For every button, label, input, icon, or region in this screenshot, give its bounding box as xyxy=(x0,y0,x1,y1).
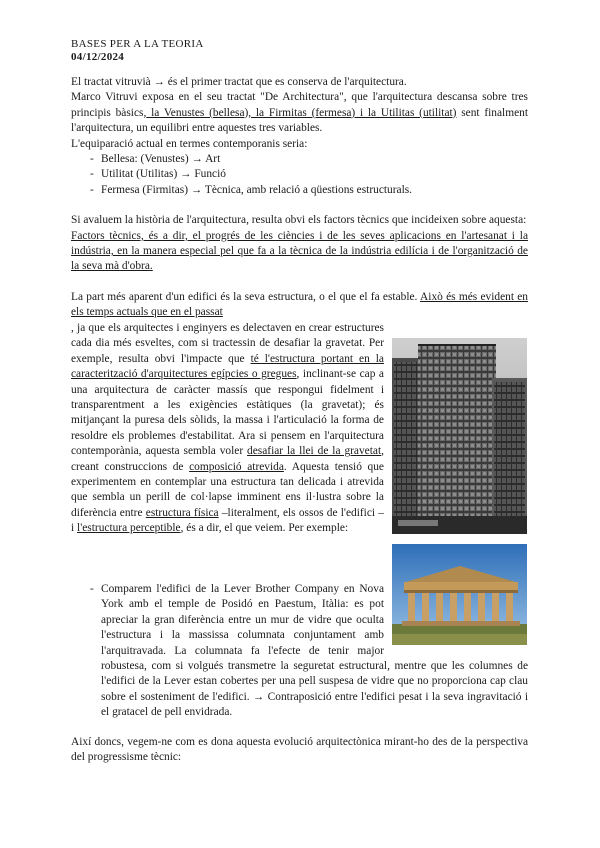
document-date: 04/12/2024 xyxy=(71,51,125,63)
principles-list xyxy=(71,152,528,198)
three-principles: la Venustes (bellesa), la Firmitas (fermesa) i la Utilitas (utilitat) xyxy=(146,106,457,119)
structure-text: –literalment, els ossos de l'edifici – i xyxy=(71,506,384,535)
structure-text: , és a dir, el que veiem. Per exemple: xyxy=(180,522,349,535)
factors-lead: Si avaluem la història de l'arquitectura, resulta obvi els factors tècnics que incideixen sobre aquesta: xyxy=(71,214,527,227)
structure-paragraph-top xyxy=(71,290,528,321)
example-item xyxy=(71,582,528,721)
structure-text: , inclinant-se cap a una arquitectura de caràcter massís que respongui fidelment i transparentment a les exigències estàtiques (la gravetat); és mitjançant la puresa dels sòlids, la massa i l'articulació la forma de resoldre els problemes d'estabilitat. Ara si pensem en l'arquitectura contemporània, aquesta sembla voler xyxy=(71,368,384,458)
structure-text: . Aquesta tensió que experimentem en contemplar una estructura tan delicada i atrevida que sembla un perill de col·lapse imminent ens il·lustra sobre la diferència entre xyxy=(71,460,384,519)
example-section xyxy=(71,582,528,721)
lever-house-photo xyxy=(392,338,527,534)
list-item: - Utilitat (Utilitas) → Funció xyxy=(71,167,528,182)
photo-spacer xyxy=(384,582,528,644)
structure-highlight: desafiar la llei de la gravetat xyxy=(247,445,382,458)
structure-text: , creant construccions de xyxy=(71,445,384,473)
equivalence-line: L'equiparació actual en termes contemporanis seria: xyxy=(71,137,308,150)
structure-highlight: estructura física xyxy=(145,506,219,519)
vitruvi-paragraph xyxy=(71,90,528,136)
intro-line: El tractat vitruvià → és el primer tractat que es conserva de l'arquitectura. xyxy=(71,76,407,88)
document-body xyxy=(71,75,528,321)
structure-highlight: composició atrevida xyxy=(189,460,284,473)
structure-highlight: l'estructura perceptible xyxy=(77,522,181,535)
vitruvi-text-end: sent finalment l'arquitectura, un equilibri entre aquestes tres variables. xyxy=(71,106,528,135)
list-item: - Bellesa: (Venustes) → Art xyxy=(71,152,528,167)
structure-highlight: té l'estructura portant en la caracterització d'arquitectures egípcies o gregues xyxy=(71,352,384,381)
closing-text: Així doncs, vegem-ne com es dona aquesta evolució arquitectònica mirant-ho des de la perspectiva del progressisme tècnic: xyxy=(71,736,528,764)
structure-text: La part més aparent d'un edifici és la seva estructura, o el que el fa estable. xyxy=(71,290,418,303)
structure-highlight: Això és més evident en els temps actuals que en el passat xyxy=(71,290,529,319)
structure-paragraph xyxy=(71,321,384,537)
closing-paragraph xyxy=(71,735,528,766)
structure-text: , ja que els arquitectes i enginyers es delectaven en crear estructures cada dia més esveltes, com si tractessin de desafiar la gravetat. Per exemple, resulta obvi l'impacte que xyxy=(71,322,384,365)
list-item: - Fermesa (Firmitas) → Tècnica, amb relació a qüestions estructurals. xyxy=(71,183,528,198)
example-text: - Comparem l'edifici de la Lever Brother Company en Nova York amb el temple de Posidó en Paestum, Itàlia: es pot apreciar la gran diferència entre un mur de vidre que oculta l'estructura i la massissa columnata conjuntament amb l'arquitravada. La columnata fa l'efecte de tenir major robustesa, com si volgués transmetre la seguretat estructural, mentre que les columnes de l'edifici de la Lever estan cobertes per una pell suspesa de vidre que no proporciona cap clau sobre el sosteniment de l'edifici. → Contraposició entre l'edifici pesat i la seva ingravitació i el gratacel de pell envidrada. xyxy=(101,583,528,719)
vitruvi-text: Marco Vitruvi exposa en el seu tractat "De Architectura", que l'arquitectura descansa sobre tres principis bàsics, xyxy=(71,91,528,119)
document-title: BASES PER A LA TEORIA xyxy=(71,38,204,50)
technical-factors: Factors tècnics, és a dir, el progrés de les ciències i de les seves aplicacions en l'artesanat i la indústria, en la manera especial pel que fa a la tècnica de la indústria edilícia i de l'organització de la seva mà d'obra. xyxy=(71,229,528,273)
